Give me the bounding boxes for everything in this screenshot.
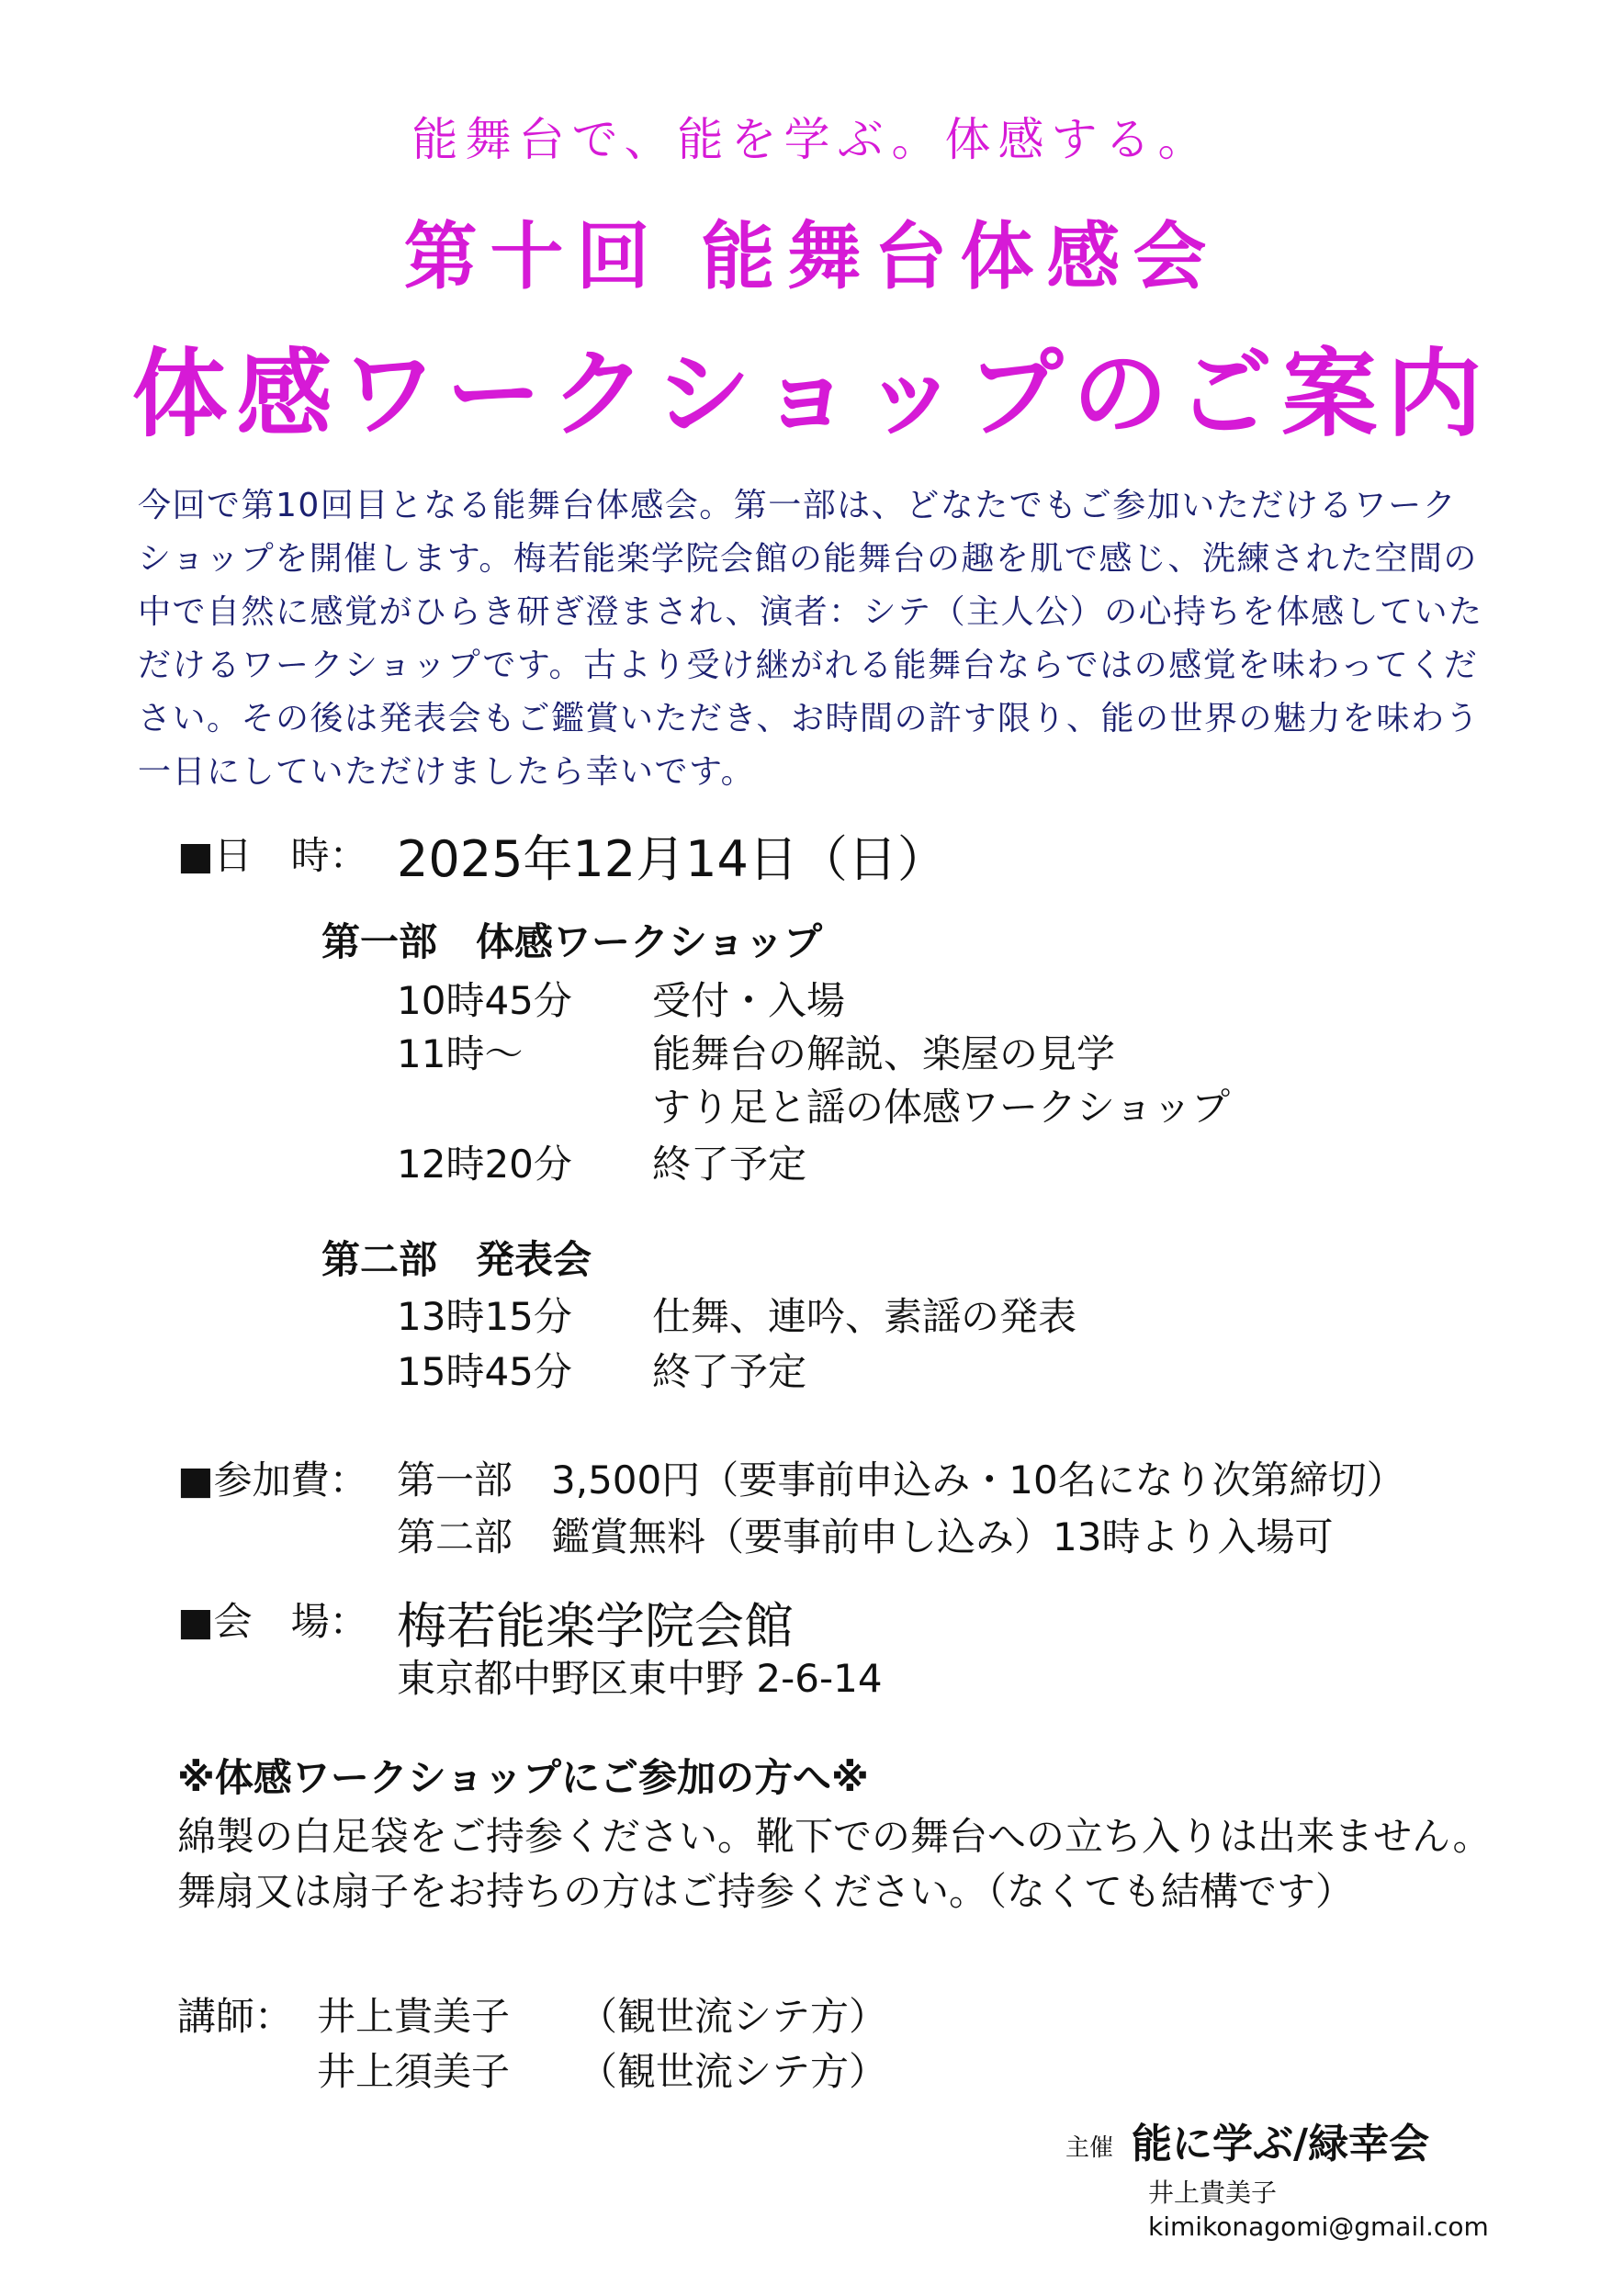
- tagline: 能舞台で、能を学ぶ。体感する。: [411, 113, 1212, 166]
- date-label: ■日 時：: [177, 833, 368, 878]
- organizer-name: 能に学ぶ/緑幸会: [1132, 2121, 1430, 2167]
- part2-heading: 第二部 発表会: [321, 1237, 592, 1282]
- notice-line-2: 舞扇又は扇子をお持ちの方はご持参ください。（なくても結構です）: [177, 1869, 1355, 1914]
- intro-paragraph: 今回で第10回目となる能舞台体感会。第一部は、どなたでもご参加いただけるワークショップを開催します。梅若能楽学院会館の能舞台の趣を肌で感じ、洗練された空間の中で自然に感覚がひらき研ぎ澄まされ、演者：シテ（主人公）の心持ちを体感していただけるワークショップです。古より受け継がれる能舞台ならではの感覚を味わってください。その後は発表会もご鑑賞いただき、お時間の許す限り、能の世界の魅力を味わう一日にしていただけましたら幸いです。: [138, 487, 1483, 791]
- event-title: 第十回 能舞台体感会: [403, 214, 1220, 299]
- part2-time-1: 13時15分: [397, 1294, 572, 1339]
- contact-name: 井上貴美子: [1148, 2178, 1278, 2208]
- organizer-label: 主催: [1065, 2134, 1114, 2162]
- part1-desc-1: 受付・入場: [652, 978, 846, 1023]
- part1-time-1: 10時45分: [397, 978, 572, 1023]
- part1-heading: 第一部 体感ワークショップ: [321, 919, 823, 964]
- notice-line-1: 綿製の白足袋をご持参ください。靴下での舞台への立ち入りは出来ません。: [177, 1814, 1492, 1859]
- contact-email[interactable]: kimikonagomi@gmail.com: [1148, 2212, 1489, 2242]
- notice-heading: ※体感ワークショップにご参加の方へ※: [177, 1755, 869, 1800]
- venue-name: 梅若能楽学院会館: [397, 1597, 794, 1655]
- instructor-name-1: 井上貴美子: [317, 1994, 511, 2039]
- instructor-name-2: 井上須美子: [317, 2049, 511, 2094]
- part2-desc-1: 仕舞、連吟、素謡の発表: [652, 1294, 1077, 1339]
- part2-time-2: 15時45分: [397, 1349, 572, 1394]
- fee-line-1: 第一部 3,500円（要事前申込み・10名になり次第締切）: [397, 1458, 1405, 1503]
- venue-label: ■会 場：: [177, 1599, 368, 1644]
- part1-desc-2: 能舞台の解説、楽屋の見学: [652, 1031, 1116, 1076]
- part1-desc-4: 終了予定: [652, 1142, 807, 1187]
- workshop-title: 体感ワークショップのご案内: [131, 338, 1492, 450]
- instructor-school-2: （観世流シテ方）: [579, 2049, 888, 2094]
- venue-address: 東京都中野区東中野 2-6-14: [397, 1656, 883, 1701]
- date-value: 2025年12月14日（日）: [397, 830, 947, 888]
- instructor-school-1: （観世流シテ方）: [579, 1994, 888, 2039]
- instructors-label: 講師：: [177, 1994, 294, 2039]
- fee-label: ■参加費：: [177, 1458, 368, 1503]
- part2-desc-2: 終了予定: [652, 1349, 807, 1394]
- fee-line-2: 第二部 鑑賞無料（要事前申し込み）13時より入場可: [397, 1514, 1334, 1559]
- part1-time-4: 12時20分: [397, 1142, 572, 1187]
- part1-desc-3: すり足と謡の体感ワークショップ: [652, 1085, 1231, 1130]
- part1-time-2: 11時～: [397, 1031, 524, 1076]
